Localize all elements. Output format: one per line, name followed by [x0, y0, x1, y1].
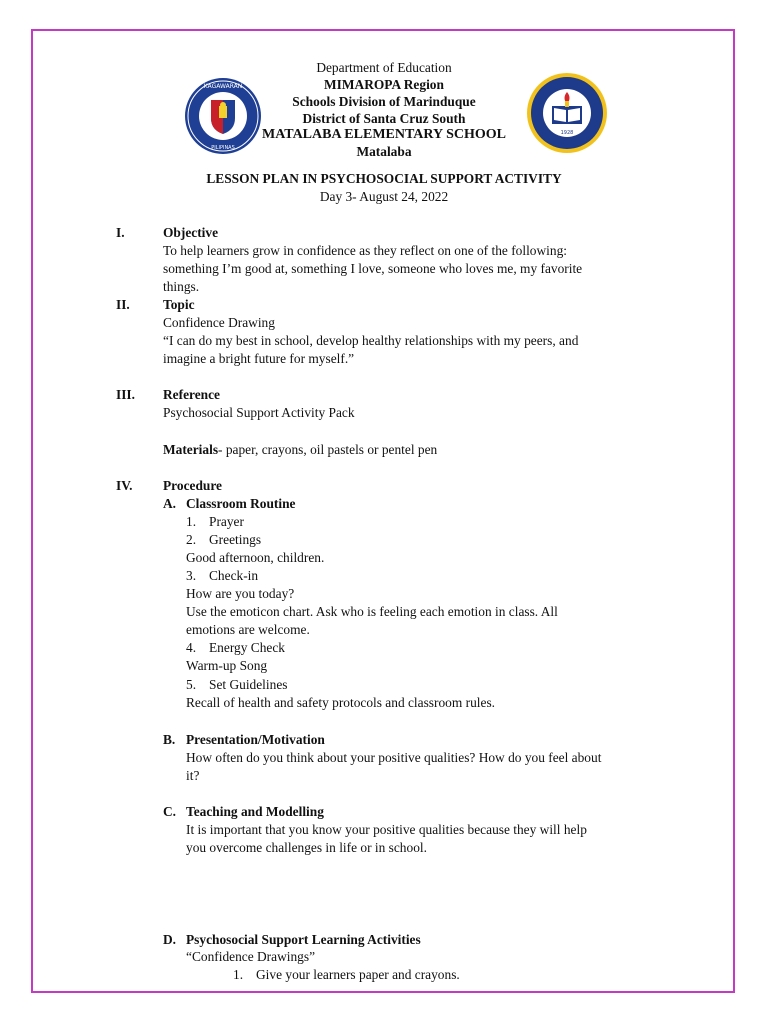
header-district: District of Santa Cruz South	[302, 111, 466, 126]
routine-checkin-question: How are you today?	[186, 586, 295, 601]
procedure-numeral: IV.	[116, 478, 133, 493]
routine-number: 2.	[186, 532, 197, 547]
routine-energy-text: Warm-up Song	[186, 658, 268, 673]
svg-text:1928: 1928	[560, 130, 574, 136]
section-c-heading: Teaching and Modelling	[186, 804, 324, 819]
header-school: MATALABA ELEMENTARY SCHOOL	[261, 127, 506, 142]
routine-checkin: Check-in	[209, 568, 259, 583]
topic-heading: Topic	[163, 297, 195, 312]
header-division: Schools Division of Marinduque	[292, 94, 476, 109]
header-region: MIMAROPA Region	[324, 77, 444, 92]
section-a-letter: A.	[163, 496, 177, 511]
document-title: LESSON PLAN IN PSYCHOSOCIAL SUPPORT ACTIVITY	[206, 171, 562, 186]
section-b-line: it?	[186, 768, 200, 783]
section-d-heading: Psychosocial Support Learning Activities	[186, 932, 421, 947]
topic-quote-line: imagine a bright future for myself.”	[163, 351, 355, 366]
objective-heading: Objective	[163, 225, 219, 240]
routine-number: 3.	[186, 568, 197, 583]
objective-line: things.	[163, 279, 200, 294]
reference-numeral: III.	[116, 387, 135, 402]
materials-label: Materials	[163, 442, 219, 457]
section-b-line: How often do you think about your positive qualities? How do you feel about	[186, 750, 602, 765]
section-d-subtitle: “Confidence Drawings”	[186, 949, 316, 964]
routine-number: 5.	[186, 677, 197, 692]
activity-item: Give your learners paper and crayons.	[256, 967, 460, 982]
document-day: Day 3- August 24, 2022	[319, 189, 449, 204]
materials-line	[163, 441, 437, 458]
reference-heading: Reference	[163, 387, 220, 402]
topic-name: Confidence Drawing	[163, 315, 275, 330]
topic-numeral: II.	[116, 297, 130, 312]
objective-line: To help learners grow in confidence as they reflect on one of the following:	[163, 243, 567, 258]
routine-greetings: Greetings	[209, 532, 262, 547]
section-c-line: It is important that you know your positive qualities because they will help	[186, 822, 587, 837]
section-a-heading: Classroom Routine	[186, 496, 296, 511]
header-place: Matalaba	[356, 144, 412, 159]
header-dept: Department of Education	[316, 60, 452, 75]
svg-text:KAGAWARAN: KAGAWARAN	[203, 83, 243, 90]
routine-prayer: Prayer	[209, 514, 244, 529]
section-b-letter: B.	[163, 732, 176, 747]
activity-number: 1.	[233, 967, 244, 982]
routine-checkin-line: Use the emoticon chart. Ask who is feeling each emotion in class. All	[186, 604, 558, 619]
procedure-heading: Procedure	[163, 478, 223, 493]
section-b-heading: Presentation/Motivation	[186, 732, 325, 747]
objective-numeral: I.	[116, 225, 125, 240]
section-d-letter: D.	[163, 932, 177, 947]
routine-checkin-line: emotions are welcome.	[186, 622, 310, 637]
section-c-letter: C.	[163, 804, 177, 819]
routine-energy: Energy Check	[209, 640, 285, 655]
routine-guidelines-text: Recall of health and safety protocols and classroom rules.	[186, 695, 496, 710]
svg-text:PILIPINAS: PILIPINAS	[211, 145, 235, 151]
reference-text: Psychosocial Support Activity Pack	[163, 405, 355, 420]
routine-greeting-text: Good afternoon, children.	[186, 550, 325, 565]
routine-guidelines: Set Guidelines	[209, 677, 288, 692]
routine-number: 4.	[186, 640, 197, 655]
routine-number: 1.	[186, 514, 197, 529]
topic-quote-line: “I can do my best in school, develop healthy relationships with my peers, and	[163, 333, 579, 348]
objective-line: something I’m good at, something I love, someone who loves me, my favorite	[163, 261, 583, 276]
materials-text: - paper, crayons, oil pastels or pentel pen	[218, 442, 438, 457]
section-c-line: you overcome challenges in life or in school.	[186, 840, 427, 855]
